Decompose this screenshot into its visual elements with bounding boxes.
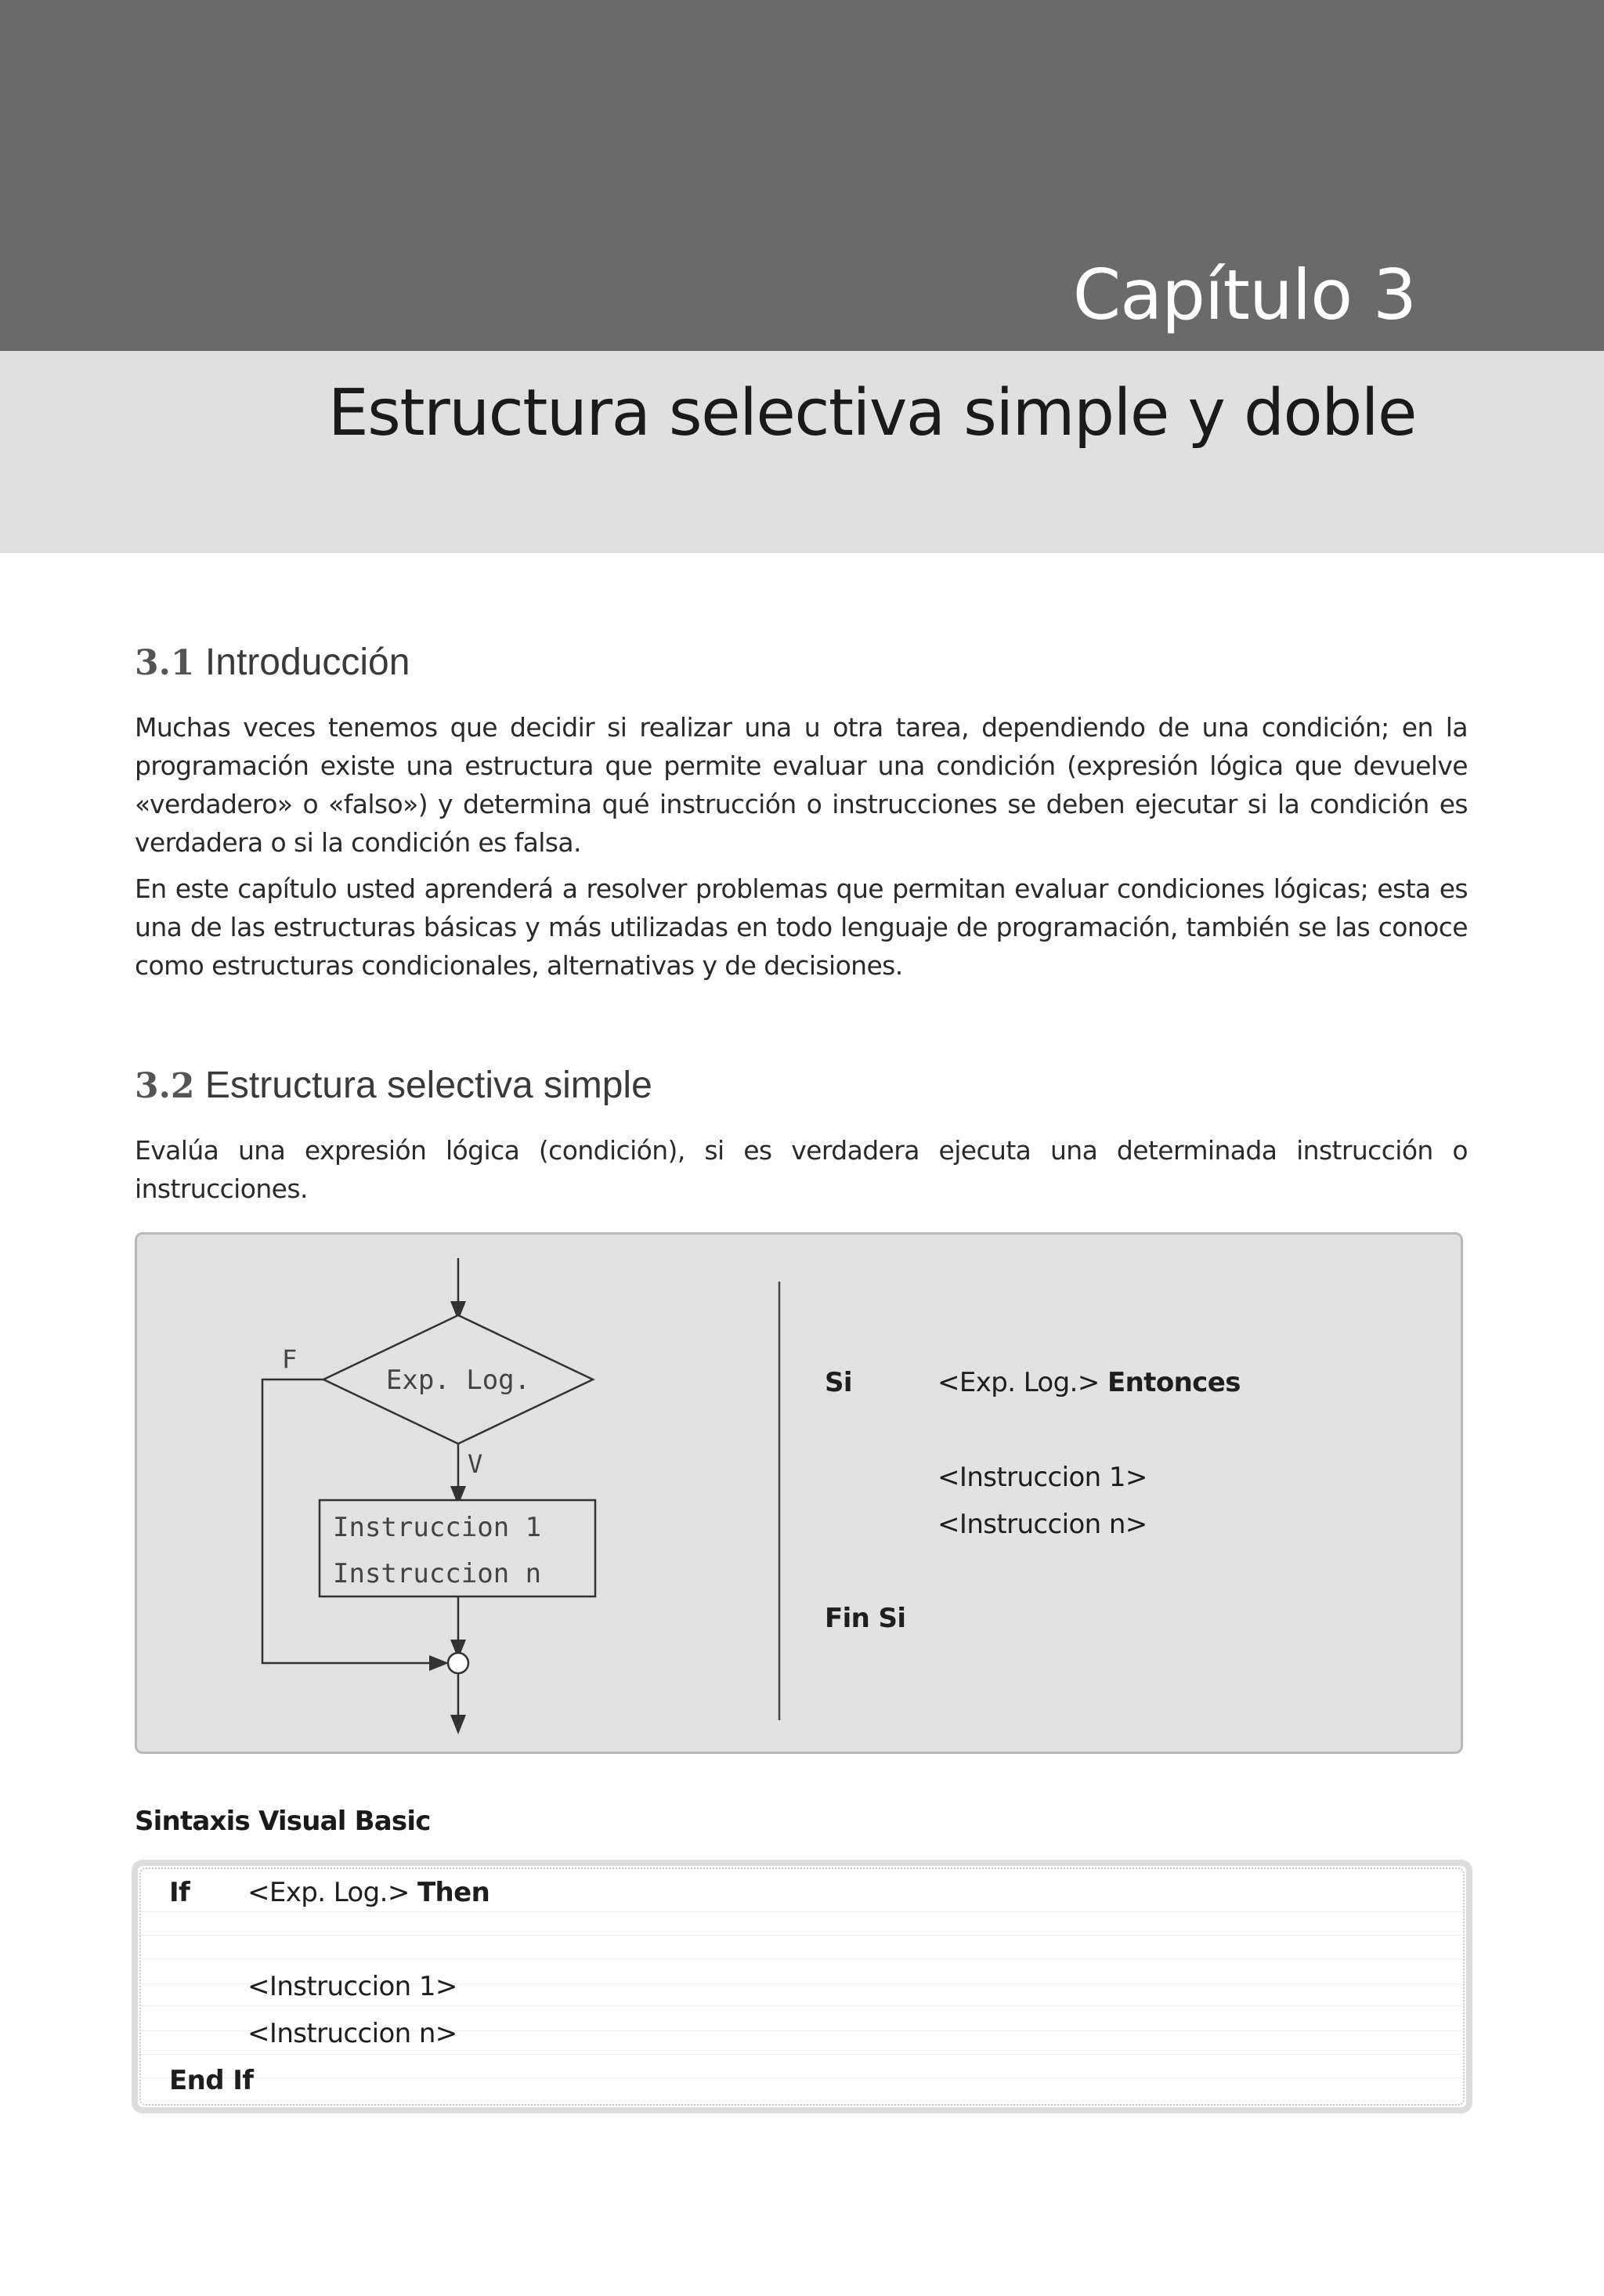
pseudo-condition-line: [937, 1367, 1241, 1398]
code-ruling: [138, 2054, 1466, 2055]
section-number: 3.2: [135, 1066, 195, 1106]
intro-paragraph-2: En este capítulo usted aprenderá a resolver problemas que permitan evaluar condiciones lógicas; esta es una de las estructuras básicas y más utilizadas en todo lenguaje de programación, también se las conoce como estructuras condicionales, alternativas y de decisiones.: [135, 873, 1468, 981]
code-ruling: [138, 2005, 1466, 2006]
pseudo-si-keyword: Si: [825, 1367, 852, 1398]
section-title: Introducción: [204, 642, 410, 683]
decision-label: Exp. Log.: [385, 1365, 531, 1396]
code-ruling: [138, 1911, 1466, 1912]
instruction-1-label: Instruccion 1: [333, 1512, 542, 1543]
code-ruling: [138, 1935, 1466, 1936]
code-ruling: [138, 1958, 1466, 1959]
section-heading-simple: [135, 1064, 652, 1107]
instruction-n-label: Instruccion n: [333, 1558, 542, 1589]
flowchart-diagram: [137, 1235, 1461, 1752]
chapter-label: Capítulo 3: [1072, 255, 1416, 335]
section-number: 3.1: [135, 643, 195, 683]
code-ruling: [138, 2077, 1466, 2078]
pseudo-entonces-keyword: Entonces: [1107, 1367, 1241, 1398]
flowchart-panel: [135, 1232, 1463, 1754]
true-label: V: [468, 1449, 483, 1479]
vb-code-box: [132, 1860, 1472, 2113]
vb-syntax-label: Sintaxis Visual Basic: [135, 1806, 431, 1837]
join-connector: [448, 1653, 468, 1673]
vb-condition-line: [247, 1877, 490, 1908]
vb-instruction-n: <Instruccion n>: [247, 2018, 457, 2049]
vb-instruction-1: <Instruccion 1>: [247, 1971, 457, 2002]
section-title: Estructura selectiva simple: [204, 1065, 652, 1106]
pseudo-condition: <Exp. Log.>: [937, 1367, 1100, 1398]
chapter-title: Estructura selectiva simple y doble: [327, 376, 1416, 450]
false-label: F: [282, 1344, 298, 1374]
intro-paragraph-1: Muchas veces tenemos que decidir si realizar una u otra tarea, dependiendo de una condición; en la programación existe una estructura que permite evaluar una condición (expresión lógica que devuelve «verdadero» o «falso») y determina qué instrucción o instrucciones se deben ejecutar si la condición es verdadera o si la condición es falsa.: [135, 712, 1468, 858]
section-heading-intro: [135, 641, 410, 684]
vb-end-if-keyword: End If: [169, 2065, 254, 2096]
vb-condition: <Exp. Log.>: [247, 1877, 410, 1908]
pseudo-instruction-1: <Instruccion 1>: [937, 1462, 1147, 1493]
vb-then-keyword: Then: [417, 1877, 490, 1908]
simple-paragraph: Evalúa una expresión lógica (condición), si es verdadera ejecuta una determinada instrucción o instrucciones.: [135, 1135, 1468, 1204]
pseudo-instruction-n: <Instruccion n>: [937, 1509, 1147, 1540]
vb-if-keyword: If: [169, 1877, 190, 1908]
pseudo-fin-si-keyword: Fin Si: [825, 1603, 906, 1634]
